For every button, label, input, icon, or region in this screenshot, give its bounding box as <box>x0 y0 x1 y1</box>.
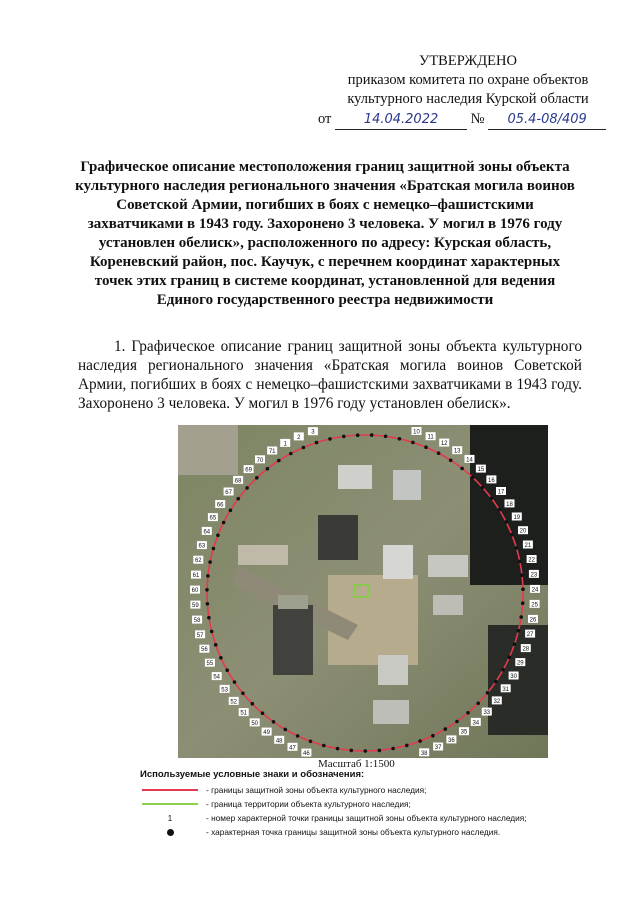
boundary-point <box>455 720 459 724</box>
legend-text: - граница территории объекта культурного наследия; <box>206 799 411 809</box>
boundary-point <box>206 602 210 606</box>
point-label: 16 <box>488 477 495 484</box>
point-label: 28 <box>522 646 530 653</box>
boundary-point <box>504 520 508 524</box>
boundary-point <box>251 702 255 706</box>
map-scale: Масштаб 1:1500 <box>318 758 395 770</box>
building <box>373 700 409 724</box>
point-label: 15 <box>477 467 485 474</box>
paragraph-1: 1. Графическое описание границ защитной зоны объекта культурного наследия регионального значения «Братская могила воинов Советской Армии, погибших в боях с немецко–фашистскими захватчиками в 1943 году. Захоронено 3 человека. У могил в 1976 году установлен обелиск». <box>78 338 582 412</box>
building <box>428 555 468 577</box>
boundary-point <box>272 720 276 724</box>
boundary-point <box>219 656 223 660</box>
boundary-point <box>206 574 210 578</box>
point-label: 26 <box>529 617 537 624</box>
point-label: 58 <box>193 618 201 625</box>
point-label: 29 <box>516 660 524 667</box>
point-label: 69 <box>245 467 252 474</box>
point-label: 35 <box>460 729 468 736</box>
point-label: 20 <box>519 528 527 535</box>
approval-date-number <box>318 110 618 130</box>
point-label: 50 <box>251 720 259 727</box>
boundary-point <box>322 744 326 748</box>
building <box>433 595 463 615</box>
number-label: № <box>470 111 485 127</box>
document-title: Графическое описание местоположения границ защитной зоны объекта культурного наследия регионального значения «Братская могила воинов Советской Армии, погибших в боях с немецко–фашистскими захватчиками в 1943 году. Захоронено 3 человека. У могил в 1976 году установлен обелиск», расположенного по адресу: Курская область, Кореневский район, пос. Каучук, с перечнем координат характерных точек этих границ в системе координат, установленной для ведения Единого государственного реестра недвижимости <box>75 159 575 308</box>
boundary-point <box>289 452 293 456</box>
boundary-point <box>245 486 249 490</box>
boundary-point <box>384 435 388 439</box>
point-label: 38 <box>420 750 428 757</box>
boundary-point <box>236 497 240 501</box>
point-label: 33 <box>483 710 491 717</box>
boundary-point <box>517 629 521 633</box>
point-label: 66 <box>216 502 224 509</box>
boundary-point <box>350 749 354 753</box>
boundary-point <box>391 747 395 751</box>
boundary-point <box>486 691 490 695</box>
boundary-point <box>508 655 512 659</box>
boundary-point <box>494 680 498 684</box>
point-label: 2 <box>297 434 301 441</box>
boundary-point <box>521 587 525 591</box>
approved-heading: УТВЕРЖДЕНО <box>419 53 517 69</box>
point-number-symbol: 1 <box>167 813 173 823</box>
point-label: 14 <box>466 457 473 464</box>
boundary-point <box>241 692 245 696</box>
boundary-point <box>222 521 226 525</box>
point-label: 17 <box>497 489 505 496</box>
boundary-point <box>510 533 514 537</box>
from-label: от <box>318 111 332 127</box>
point-label: 34 <box>472 720 480 727</box>
point-label: 31 <box>502 686 510 693</box>
point-label: 55 <box>206 661 214 668</box>
approval-date: 14.04.2022 <box>335 110 467 130</box>
point-label: 56 <box>201 647 208 654</box>
point-label: 64 <box>203 529 211 536</box>
boundary-point <box>284 728 288 732</box>
point-label: 51 <box>240 710 248 717</box>
boundary-point <box>309 740 313 744</box>
legend-row-zone-boundary <box>140 783 560 797</box>
boundary-point <box>364 749 368 753</box>
point-label: 71 <box>268 449 276 455</box>
boundary-point <box>261 711 265 715</box>
approval-number: 05.4-08/409 <box>488 110 606 130</box>
point-label: 67 <box>225 490 232 496</box>
boundary-point <box>216 534 220 538</box>
legend-text: - характерная точка границы защитной зоны объекта культурного наследия. <box>206 827 501 837</box>
boundary-point <box>328 437 332 441</box>
boundary-point <box>515 546 519 550</box>
point-label: 37 <box>434 745 442 751</box>
point-label: 23 <box>530 572 538 579</box>
point-label: 65 <box>209 515 217 522</box>
point-label: 46 <box>303 751 310 758</box>
point-label: 62 <box>194 558 202 565</box>
boundary-point <box>460 467 464 471</box>
point-label: 1 <box>283 441 287 448</box>
point-label: 63 <box>198 543 206 550</box>
boundary-point <box>481 486 485 490</box>
point-label: 36 <box>448 737 455 744</box>
boundary-point <box>476 702 480 706</box>
boundary-point <box>520 573 524 577</box>
point-label: 59 <box>192 603 199 610</box>
point-dot-symbol <box>167 829 174 836</box>
boundary-point <box>398 437 402 441</box>
point-label: 19 <box>513 515 521 521</box>
point-label: 25 <box>531 602 538 609</box>
point-label: 32 <box>493 698 501 705</box>
boundary-point <box>212 547 216 551</box>
boundary-point <box>342 435 346 439</box>
boundary-point <box>501 668 505 672</box>
building <box>278 595 308 609</box>
point-label: 21 <box>524 543 532 549</box>
boundary-point <box>418 739 422 743</box>
boundary-point <box>378 749 382 753</box>
boundary-point <box>336 747 340 751</box>
legend-row-point <box>140 825 560 839</box>
building <box>338 465 372 489</box>
boundary-point <box>277 459 281 463</box>
boundary-point <box>208 560 212 564</box>
legend-text: - границы защитной зоны объекта культурного наследия; <box>206 785 427 795</box>
boundary-point <box>370 433 374 437</box>
boundary-point <box>519 615 523 619</box>
building-dark <box>318 515 358 560</box>
boundary-point <box>207 616 211 620</box>
boundary-point <box>498 508 502 512</box>
approval-line-2: культурного наследия Курской области <box>347 91 589 107</box>
map-svg <box>178 425 548 758</box>
point-label: 10 <box>413 429 420 436</box>
boundary-point <box>296 734 300 738</box>
legend-row-territory-boundary <box>140 797 560 811</box>
point-label: 11 <box>427 434 434 441</box>
point-label: 49 <box>263 730 270 737</box>
boundary-point <box>356 433 360 437</box>
boundary-point <box>210 630 214 634</box>
boundary-point <box>411 441 415 445</box>
point-label: 30 <box>510 674 517 680</box>
boundary-point <box>233 680 237 684</box>
point-label: 3 <box>311 429 315 436</box>
boundary-point <box>405 744 409 748</box>
point-label: 47 <box>289 745 296 752</box>
point-label: 27 <box>526 632 534 639</box>
point-label: 68 <box>234 478 242 485</box>
legend-text: - номер характерной точки границы защитной зоны объекта культурного наследия; <box>206 813 527 823</box>
road-area <box>178 425 238 475</box>
boundary-point <box>431 734 435 738</box>
boundary-point <box>521 601 525 605</box>
building <box>383 545 413 579</box>
approval-line-1: приказом комитета по охране объектов <box>347 72 589 88</box>
point-label: 18 <box>506 501 513 508</box>
point-label: 70 <box>256 457 264 464</box>
point-label: 52 <box>230 699 238 706</box>
boundary-point <box>302 446 306 450</box>
boundary-point <box>518 560 522 564</box>
boundary-point <box>214 643 218 647</box>
building-dark <box>273 605 313 675</box>
red-line-symbol <box>142 789 198 791</box>
point-label: 12 <box>440 441 448 448</box>
boundary-point <box>255 476 259 480</box>
point-label: 13 <box>453 448 461 455</box>
building <box>238 545 288 565</box>
legend-title: Используемые условные знаки и обозначения: <box>140 769 365 780</box>
building <box>393 470 421 500</box>
boundary-point <box>266 467 270 471</box>
boundary-point <box>424 445 428 449</box>
boundary-point <box>225 668 229 672</box>
boundary-point <box>229 509 233 513</box>
point-label: 60 <box>191 588 199 595</box>
boundary-point <box>205 588 209 592</box>
building <box>378 655 408 685</box>
boundary-point <box>444 727 448 731</box>
boundary-point <box>471 476 475 480</box>
legend-row-point-number <box>140 811 560 825</box>
point-label: 54 <box>213 674 221 681</box>
legend <box>140 769 560 839</box>
approval-stamp <box>318 52 618 130</box>
point-label: 53 <box>221 687 228 694</box>
boundary-point <box>513 642 517 646</box>
point-label: 22 <box>528 557 535 564</box>
point-label: 48 <box>275 738 283 745</box>
point-label: 61 <box>192 573 200 580</box>
green-line-symbol <box>142 803 198 805</box>
aerial-map <box>178 425 548 758</box>
boundary-point <box>449 459 453 463</box>
boundary-point <box>490 496 494 500</box>
point-label: 57 <box>196 632 204 639</box>
boundary-point <box>315 441 319 445</box>
point-label: 24 <box>531 587 539 594</box>
boundary-point <box>437 451 441 455</box>
boundary-point <box>466 711 470 715</box>
